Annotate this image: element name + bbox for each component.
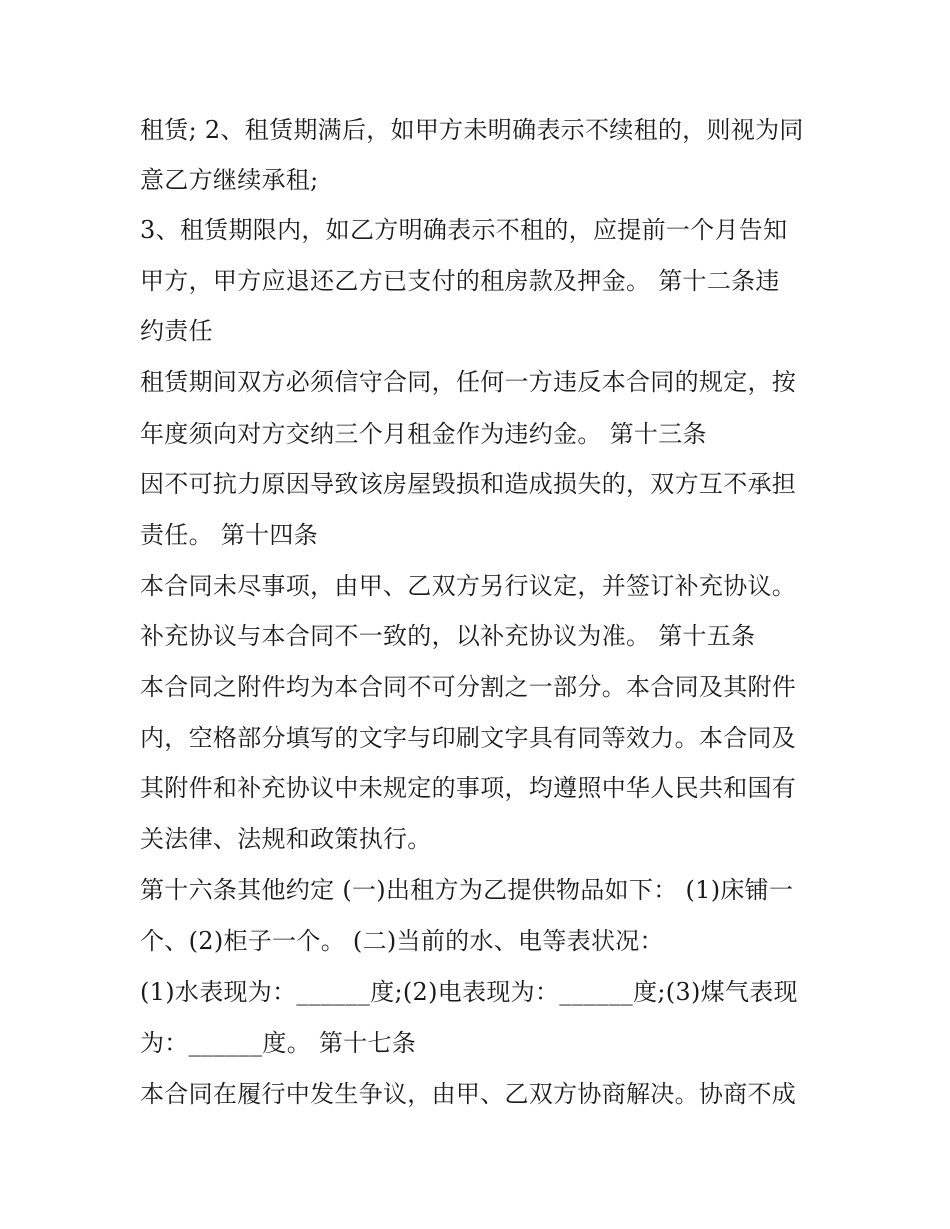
- text-line: 3、租赁期限内，如乙方明确表示不租的，应提前一个月告知: [140, 216, 788, 244]
- text-line: 个、(2)柜子一个。 (二)当前的水、电等表状况：: [140, 927, 664, 955]
- text-line: 第十六条其他约定 (一)出租方为乙提供物品如下： (1)床铺一: [140, 876, 794, 904]
- text-line: 补充协议与本合同不一致的，以补充协议为准。 第十五条: [140, 622, 756, 650]
- text-line: 租赁期间双方必须信守合同，任何一方违反本合同的规定，按: [140, 368, 797, 396]
- text-line: 本合同在履行中发生争议，由甲、乙双方协商解决。协商不成: [140, 1080, 797, 1108]
- text-line: 约责任: [140, 317, 213, 345]
- text-line: 内，空格部分填写的文字与印刷文字具有同等效力。本合同及: [140, 724, 797, 752]
- text-line: 年度须向对方交纳三个月租金作为违约金。 第十三条: [140, 420, 707, 448]
- text-line: 责任。 第十四条: [140, 521, 319, 549]
- text-line: 关法律、法规和政策执行。: [140, 825, 432, 853]
- text-line: 本合同之附件均为本合同不可分割之一部分。本合同及其附件: [140, 673, 797, 701]
- text-line: 本合同未尽事项，由甲、乙双方另行议定，并签订补充协议。: [140, 572, 797, 600]
- text-line: 租赁; 2、租赁期满后，如甲方未明确表示不续租的，则视为同: [140, 116, 804, 144]
- text-line: 甲方，甲方应退还乙方已支付的租房款及押金。 第十二条违: [140, 267, 780, 295]
- text-line: 因不可抗力原因导致该房屋毁损和造成损失的，双方互不承担: [140, 470, 797, 498]
- text-line: 为：______度。 第十七条: [140, 1029, 417, 1057]
- text-line: 其附件和补充协议中未规定的事项，均遵照中华人民共和国有: [140, 774, 797, 802]
- text-line: 意乙方继续承租;: [140, 166, 319, 194]
- text-line: (1)水表现为：______度;(2)电表现为：______度;(3)煤气表现: [140, 978, 798, 1006]
